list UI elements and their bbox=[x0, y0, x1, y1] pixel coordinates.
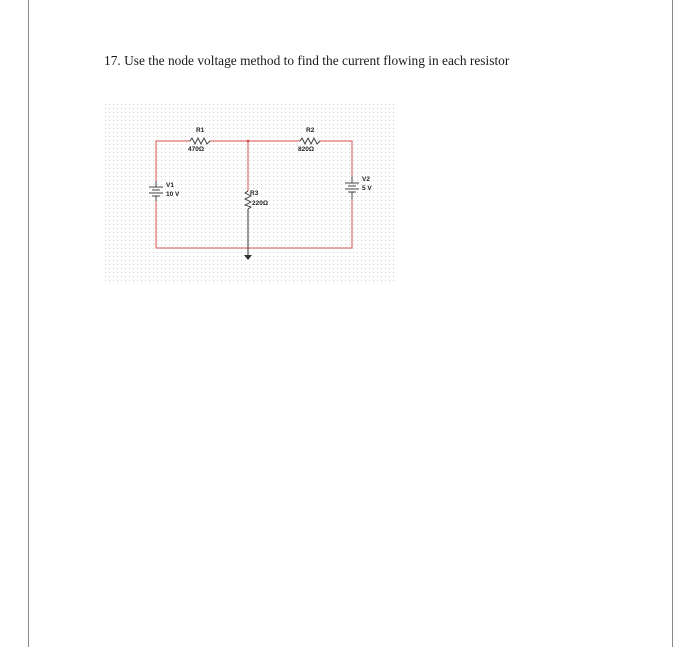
v1-label: V1 bbox=[166, 182, 174, 189]
v2-value: 5 V bbox=[362, 185, 372, 192]
r3-label: R3 bbox=[250, 190, 259, 197]
r2-value: 820Ω bbox=[298, 146, 315, 153]
v2-label: V2 bbox=[362, 176, 370, 183]
v1-value: 10 V bbox=[166, 191, 180, 198]
circuit-diagram bbox=[104, 103, 396, 283]
node-dot bbox=[247, 140, 250, 143]
page-border-left bbox=[28, 0, 29, 647]
r2-label: R2 bbox=[306, 127, 315, 134]
r3-value: 220Ω bbox=[252, 200, 269, 207]
r1-value: 470Ω bbox=[188, 146, 205, 153]
r1-label: R1 bbox=[196, 127, 205, 134]
page-border-right bbox=[672, 0, 673, 647]
question-text: 17. Use the node voltage method to find the current flowing in each resistor bbox=[104, 53, 510, 68]
